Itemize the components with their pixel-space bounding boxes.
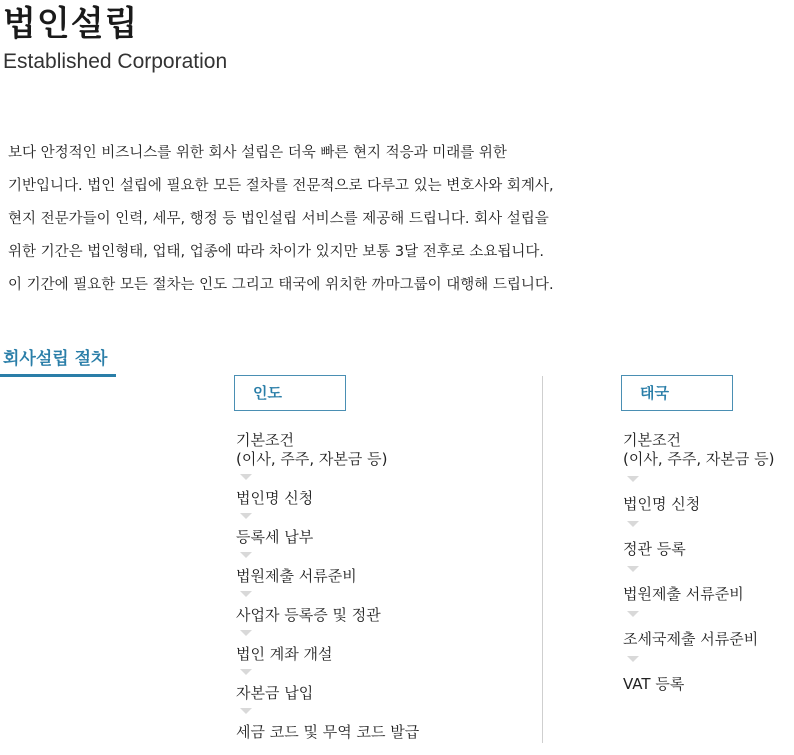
intro-line: 위한 기간은 법인형태, 업태, 업종에 따라 차이가 있지만 보통 3달 전후로 소요됩니다. [8,244,544,260]
down-arrow-icon [240,708,252,714]
column-divider [542,376,543,743]
section-heading: 회사설립 절차 [3,349,108,369]
india-step: 등록세 납부 [236,528,314,546]
intro-line: 현지 전문가들이 인력, 세무, 행정 등 법인설립 서비스를 제공해 드립니다. 회사 설립을 [8,211,549,227]
down-arrow-icon [627,611,639,617]
india-steps [236,431,536,742]
down-arrow-icon [627,656,639,662]
down-arrow-icon [240,630,252,636]
intro-line: 기반입니다. 법인 설립에 필요한 모든 절차를 전문적으로 다루고 있는 변호사와 회계사, [8,178,554,194]
india-step: 기본조건 (이사, 주주, 자본금 등) [236,431,388,468]
thailand-step: 법원제출 서류준비 [623,585,744,603]
thailand-steps [623,431,794,694]
thailand-label-box: 태국 [621,375,733,411]
thailand-step: 기본조건 (이사, 주주, 자본금 등) [623,431,775,468]
page-title: 법인설립 [3,4,139,44]
india-step: 사업자 등록증 및 정관 [236,606,381,624]
india-step: 법인명 신청 [236,489,314,507]
down-arrow-icon [240,552,252,558]
india-step: 세금 코드 및 무역 코드 발급 [236,723,420,741]
down-arrow-icon [240,591,252,597]
down-arrow-icon [240,669,252,675]
india-step: 자본금 납입 [236,684,314,702]
thailand-step: VAT 등록 [623,675,685,693]
thailand-step: 조세국제출 서류준비 [623,630,759,648]
india-step: 법원제출 서류준비 [236,567,357,585]
down-arrow-icon [627,566,639,572]
thailand-step: 정관 등록 [623,540,686,558]
page-subtitle: Established Corporation [3,50,228,73]
india-step: 법인 계좌 개설 [236,645,333,663]
down-arrow-icon [627,476,639,482]
thailand-step: 법인명 신청 [623,495,701,513]
intro-line: 이 기간에 필요한 모든 절차는 인도 그리고 태국에 위치한 까마그룹이 대행해 드립니다. [8,277,554,293]
down-arrow-icon [240,474,252,480]
intro-paragraph [8,140,648,305]
down-arrow-icon [627,521,639,527]
intro-line: 보다 안정적인 비즈니스를 위한 회사 설립은 더욱 빠른 현지 적응과 미래를 위한 [8,145,507,161]
section-underline [0,374,116,377]
india-label-box: 인도 [234,375,346,411]
down-arrow-icon [240,513,252,519]
